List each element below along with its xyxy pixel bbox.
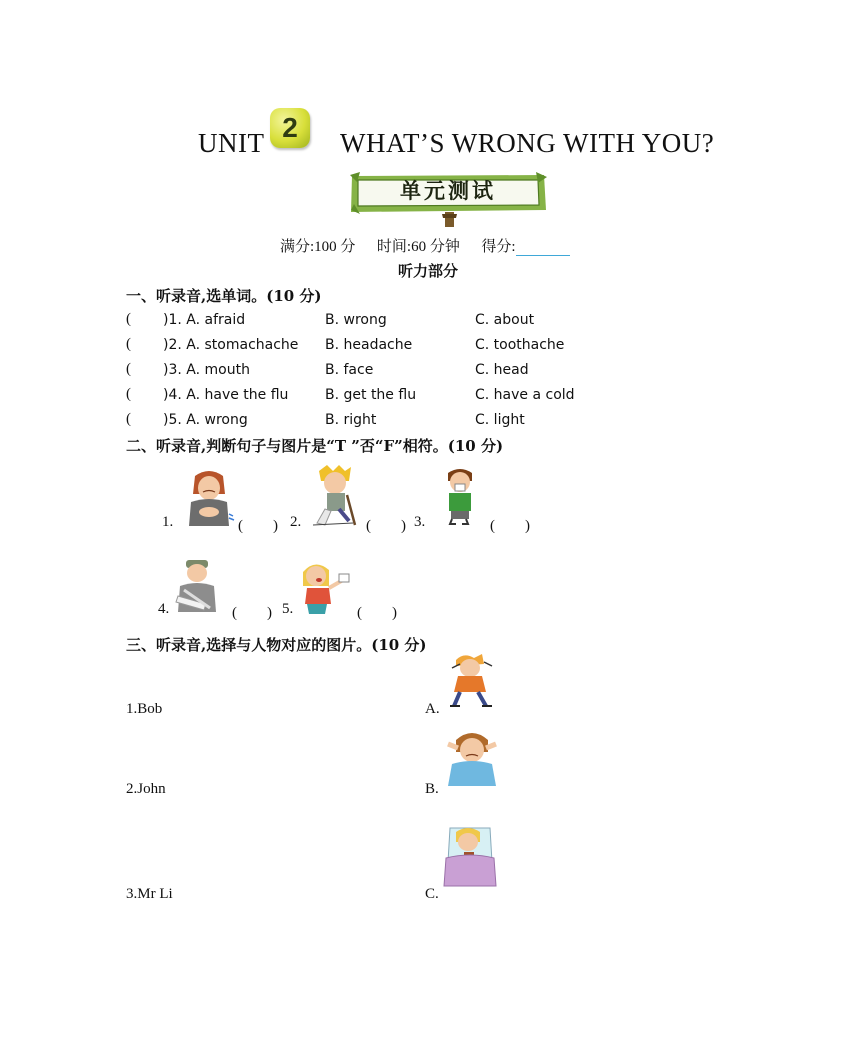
question-2-option-c: C. toothache bbox=[475, 337, 565, 353]
answer-blank-2[interactable]: ( ) bbox=[366, 518, 406, 534]
unit-title: WHAT’S WRONG WITH YOU? bbox=[340, 128, 715, 158]
question-3-option-a: )3. A. mouth bbox=[163, 362, 250, 378]
score-label: 得分: bbox=[481, 239, 516, 255]
sad-boy-icon bbox=[442, 730, 502, 786]
picture-5-number: 5. bbox=[282, 601, 294, 617]
answer-blank-3[interactable]: ( ) bbox=[490, 518, 530, 534]
exam-time: 时间:60 分钟 bbox=[376, 239, 460, 255]
injured-leg-boy-icon bbox=[305, 465, 365, 527]
question-5-option-a: )5. A. wrong bbox=[163, 412, 248, 428]
test-banner bbox=[348, 172, 548, 214]
banner-label: 单元测试 bbox=[400, 179, 496, 203]
question-5-option-c: C. light bbox=[475, 412, 525, 428]
answer-paren[interactable]: ( bbox=[126, 336, 131, 352]
question-2-option-b: B. headache bbox=[325, 337, 413, 353]
question-1-option-a: )1. A. afraid bbox=[163, 312, 246, 328]
section3-title: 三、听录音,选择与人物对应的图片。(10 分) bbox=[126, 636, 427, 654]
question-4-option-c: C. have a cold bbox=[475, 387, 575, 403]
section1-title: 一、听录音,选单词。(10 分) bbox=[126, 287, 322, 305]
option-a-label: A. bbox=[425, 701, 440, 717]
option-b-label: B. bbox=[425, 781, 439, 797]
unit-number-badge: 2 bbox=[270, 108, 310, 148]
answer-blank-5[interactable]: ( ) bbox=[357, 605, 397, 621]
full-score: 满分:100 分 bbox=[280, 239, 356, 255]
stomachache-girl-icon bbox=[183, 468, 235, 528]
answer-paren[interactable]: ( bbox=[126, 411, 131, 427]
question-3-option-b: B. face bbox=[325, 362, 374, 378]
answer-paren[interactable]: ( bbox=[126, 361, 131, 377]
question-4-option-a: )4. A. have the flu bbox=[163, 387, 289, 403]
option-c-label: C. bbox=[425, 886, 439, 902]
answer-paren[interactable]: ( bbox=[126, 386, 131, 402]
question-1-option-b: B. wrong bbox=[325, 312, 387, 328]
question-4-option-b: B. get the flu bbox=[325, 387, 417, 403]
question-3-option-c: C. head bbox=[475, 362, 529, 378]
answer-paren[interactable]: ( bbox=[126, 311, 131, 327]
sneezing-girl-icon bbox=[295, 560, 353, 616]
person-1: 1.Bob bbox=[126, 701, 163, 717]
person-2: 2.John bbox=[126, 781, 166, 797]
question-1-option-c: C. about bbox=[475, 312, 535, 328]
exam-info bbox=[280, 235, 570, 256]
sick-in-bed-girl-icon bbox=[442, 824, 498, 888]
question-5-option-b: B. right bbox=[325, 412, 377, 428]
picture-4-number: 4. bbox=[158, 601, 170, 617]
section2-title: 二、听录音,判断句子与图片是“T ”否“F”相符。(10 分) bbox=[126, 437, 504, 455]
unit-word: UNIT bbox=[198, 128, 265, 158]
broken-arm-man-icon bbox=[170, 560, 226, 616]
picture-3-number: 3. bbox=[414, 514, 426, 530]
answer-blank-4[interactable]: ( ) bbox=[232, 605, 272, 621]
person-3: 3.Mr Li bbox=[126, 886, 173, 902]
part-title: 听力部分 bbox=[398, 264, 459, 280]
headache-boy-icon bbox=[442, 654, 504, 710]
picture-2-number: 2. bbox=[290, 514, 302, 530]
sneezing-boy-icon bbox=[436, 467, 484, 525]
score-blank[interactable] bbox=[516, 241, 570, 256]
question-2-option-a: )2. A. stomachache bbox=[163, 337, 299, 353]
picture-1-number: 1. bbox=[162, 514, 174, 530]
answer-blank-1[interactable]: ( ) bbox=[238, 518, 278, 534]
